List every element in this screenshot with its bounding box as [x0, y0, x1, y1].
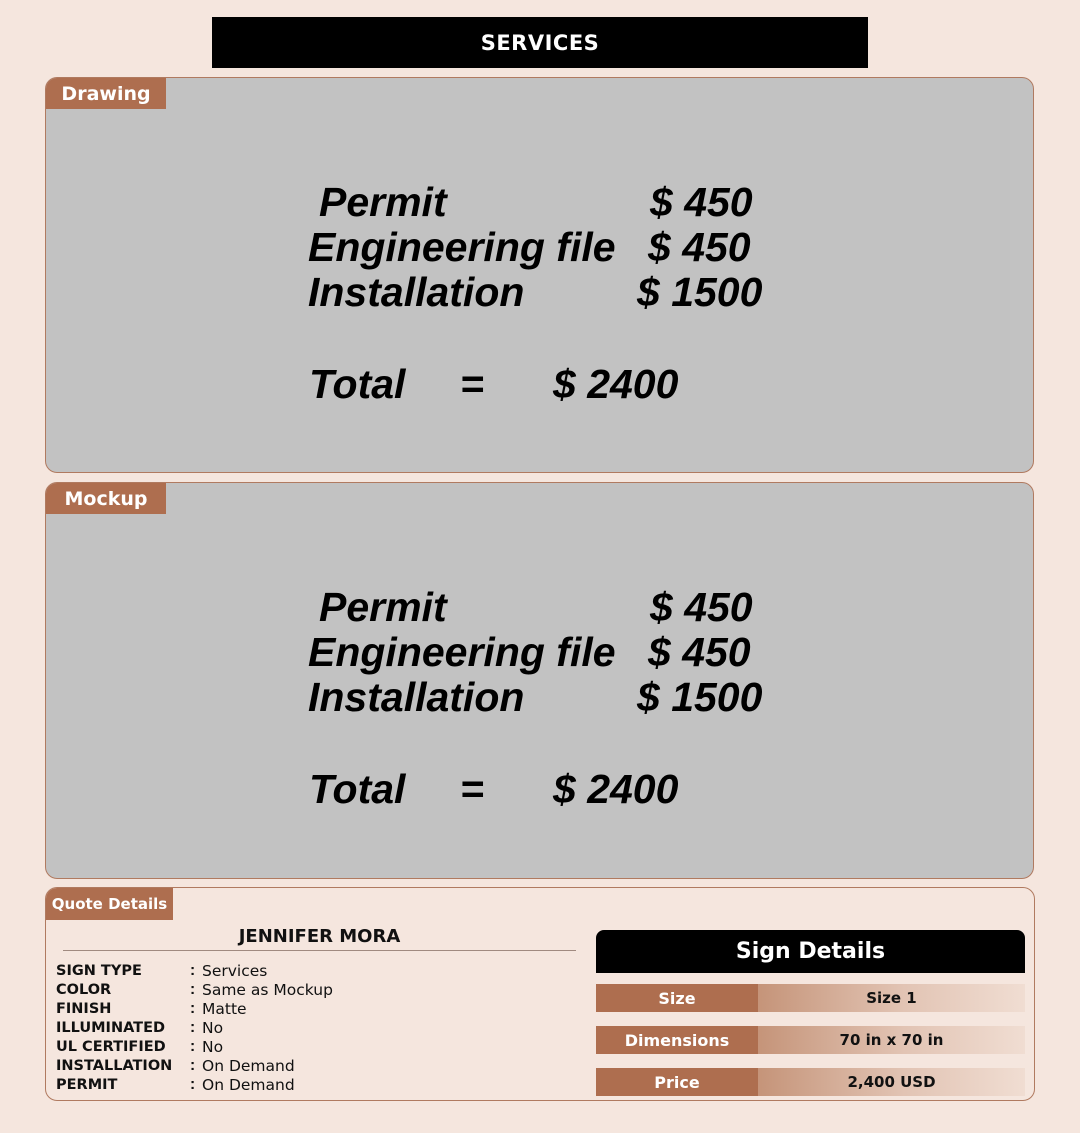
drawing-installation-price: $ 1500 [637, 269, 763, 315]
spec-value: No [202, 1037, 224, 1056]
drawing-permit-price: $ 450 [650, 179, 753, 225]
spec-colon: : [190, 1018, 196, 1036]
mockup-price-image [46, 483, 1034, 879]
mockup-total-label: Total [309, 766, 406, 812]
mockup-installation-price: $ 1500 [637, 674, 763, 720]
sign-detail-row-price [596, 1068, 1025, 1096]
sign-detail-value: 70 in x 70 in [758, 1026, 1025, 1054]
drawing-engineering-price: $ 450 [648, 224, 751, 270]
customer-name: JENNIFER MORA [238, 926, 401, 947]
mockup-total-value: $ 2400 [553, 766, 679, 812]
quote-details-panel [45, 887, 1035, 1101]
quote-details-tab: Quote Details [46, 888, 173, 920]
sign-detail-value: Size 1 [758, 984, 1025, 1012]
spec-key: PERMIT [56, 1076, 118, 1093]
spec-key: ILLUMINATED [56, 1019, 166, 1036]
spec-row [56, 999, 333, 1018]
spec-value: On Demand [202, 1056, 295, 1075]
drawing-price-image [46, 78, 1034, 473]
drawing-engineering-label: Engineering file [308, 224, 616, 270]
spec-value: No [202, 1018, 224, 1037]
spec-colon: : [190, 980, 196, 998]
name-divider [63, 950, 576, 951]
spec-row [56, 1018, 333, 1037]
spec-row [56, 1037, 333, 1056]
drawing-panel [45, 77, 1034, 473]
spec-row [56, 980, 333, 999]
mockup-engineering-price: $ 450 [648, 629, 751, 675]
sign-detail-row-dimensions [596, 1026, 1025, 1054]
drawing-tab: Drawing [46, 78, 166, 109]
spec-colon: : [190, 961, 196, 979]
spec-value: Same as Mockup [202, 980, 333, 999]
spec-colon: : [190, 999, 196, 1017]
sign-detail-key: Size [596, 984, 758, 1012]
spec-row [56, 1075, 333, 1094]
sign-details-title: Sign Details [596, 930, 1025, 973]
spec-key: INSTALLATION [56, 1057, 173, 1074]
spec-list [56, 961, 333, 1094]
spec-key: COLOR [56, 981, 112, 998]
mockup-engineering-label: Engineering file [308, 629, 616, 675]
spec-colon: : [190, 1056, 196, 1074]
mockup-permit-price: $ 450 [650, 584, 753, 630]
page-title: SERVICES [212, 17, 868, 68]
drawing-total-label: Total [309, 361, 406, 407]
sign-detail-key: Dimensions [596, 1026, 758, 1054]
drawing-permit-label: Permit [319, 179, 447, 225]
spec-row [56, 1056, 333, 1075]
mockup-permit-label: Permit [319, 584, 447, 630]
mockup-installation-label: Installation [308, 674, 525, 720]
drawing-total-equals: = [460, 361, 484, 407]
mockup-panel [45, 482, 1034, 879]
spec-value: Matte [202, 999, 247, 1018]
spec-key: UL CERTIFIED [56, 1038, 166, 1055]
spec-value: Services [202, 961, 268, 980]
spec-key: SIGN TYPE [56, 962, 142, 979]
spec-key: FINISH [56, 1000, 112, 1017]
mockup-tab: Mockup [46, 483, 166, 514]
drawing-total-value: $ 2400 [553, 361, 679, 407]
spec-colon: : [190, 1037, 196, 1055]
spec-colon: : [190, 1075, 196, 1093]
spec-row [56, 961, 333, 980]
spec-value: On Demand [202, 1075, 295, 1094]
sign-detail-key: Price [596, 1068, 758, 1096]
sign-detail-value: 2,400 USD [758, 1068, 1025, 1096]
mockup-total-equals: = [460, 766, 484, 812]
sign-detail-row-size [596, 984, 1025, 1012]
drawing-installation-label: Installation [308, 269, 525, 315]
